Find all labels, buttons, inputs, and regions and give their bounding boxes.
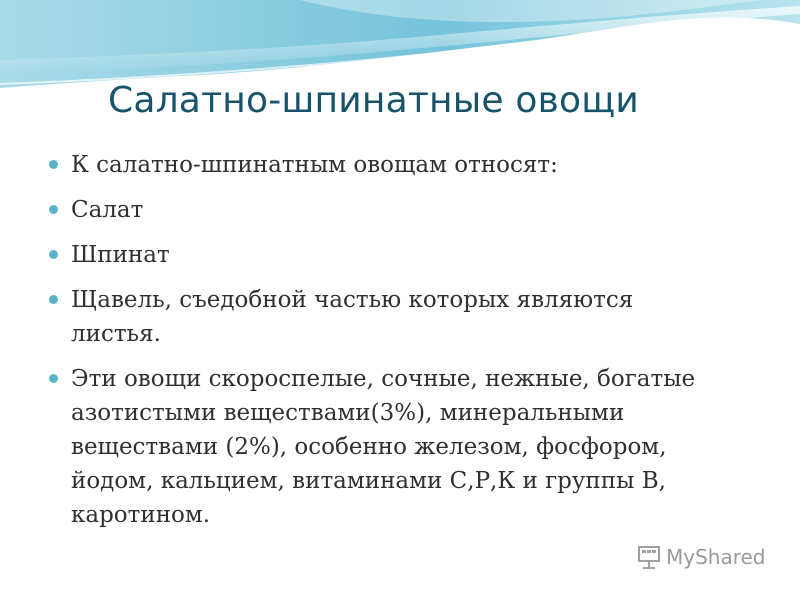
bullet-line: Шпинат (71, 242, 170, 268)
watermark (636, 544, 766, 570)
bullet-item (48, 193, 748, 227)
bullet-dot-icon (49, 160, 58, 169)
bullet-dot-icon (49, 295, 58, 304)
bullet-line: йодом, кальцием, витаминами С,Р,К и группы В, (71, 468, 666, 494)
bullet-item (48, 238, 748, 272)
bullet-line: азотистыми веществами(3%), минеральными (71, 400, 625, 426)
bullet-dot-icon (49, 250, 58, 259)
bullet-item (48, 362, 748, 532)
bullet-line: листья. (71, 321, 161, 347)
bullet-line: Салат (71, 197, 144, 223)
bullet-line: Щавель, съедобной частью которых являются (71, 287, 634, 313)
bullet-line: К салатно-шпинатным овощам относят: (71, 152, 558, 178)
bullet-dot-icon (49, 205, 58, 214)
presentation-board-icon (636, 544, 662, 570)
watermark-text: MyShared (666, 545, 766, 569)
bullet-line: каротином. (71, 502, 211, 528)
bullet-item (48, 283, 748, 351)
bullet-item (48, 148, 748, 182)
bullet-line: Эти овощи скороспелые, сочные, нежные, богатые (71, 366, 696, 392)
bullet-line: веществами (2%), особенно железом, фосфором, (71, 434, 667, 460)
bullet-list (48, 148, 748, 543)
slide-title: Салатно-шпинатные овощи (108, 80, 639, 121)
bullet-dot-icon (49, 374, 58, 383)
